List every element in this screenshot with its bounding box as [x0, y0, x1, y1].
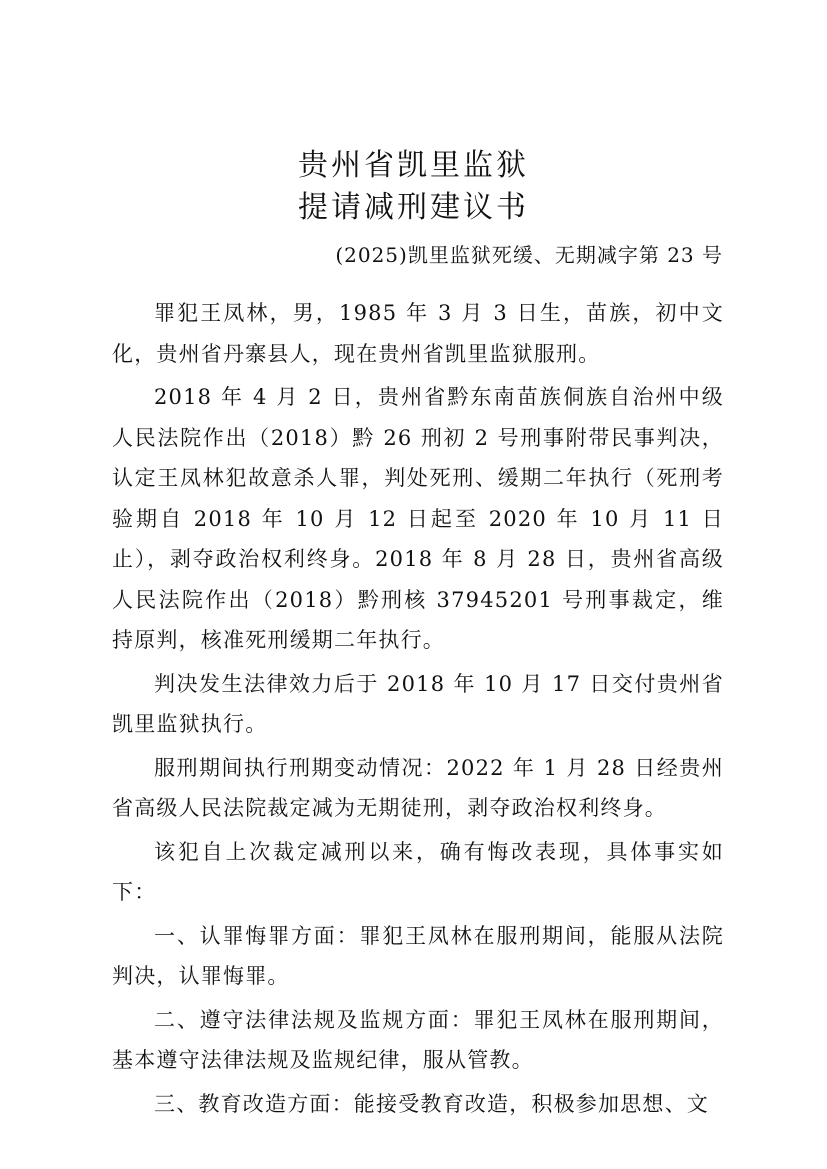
document-number: (2025)凯里监狱死缓、无期减字第 23 号 [335, 243, 723, 267]
paragraph-point-3: 三、教育改造方面：能接受教育改造，积极参加思想、文 [154, 1091, 709, 1116]
paragraph-defendant-info: 罪犯王凤林，男，1985 年 3 月 3 日生，苗族，初中文化，贵州省丹寨县人，现在贵州省凯里监狱服刑。 [112, 301, 724, 366]
paragraph-point-1: 一、认罪悔罪方面：罪犯王凤林在服刑期间，能服从法院判决，认罪悔罪。 [112, 923, 724, 988]
document-title-line1: 贵州省凯里监狱 [298, 148, 529, 183]
paragraph-original-judgment: 2018 年 4 月 2 日，贵州省黔东南苗族侗族自治州中级人民法院作出（2018）黔 26 刑初 2 号刑事附带民事判决，认定王凤林犯故意杀人罪，判处死刑、缓期二年执行（死刑考验期自 2018 年 10 月 12 日起至 2020 年 10 月 11 日止），剥夺政治权利终身。2018 年 8 月 28 日，贵州省高级人民法院作出（2018）黔刑核 37945201 号刑事裁定，维持原判，核准死刑缓期二年执行。 [112, 385, 724, 652]
paragraph-repentance-intro: 该犯自上次裁定减刑以来，确有悔改表现，具体事实如下： [112, 839, 724, 904]
paragraph-point-2: 二、遵守法律法规及监规方面：罪犯王凤林在服刑期间，基本遵守法律法规及监规纪律，服从管教。 [112, 1007, 724, 1072]
document-body [112, 293, 724, 1127]
document-title-line2: 提请减刑建议书 [298, 190, 529, 225]
paragraph-delivery: 判决发生法律效力后于 2018 年 10 月 17 日交付贵州省凯里监狱执行。 [112, 671, 724, 736]
paragraph-sentence-changes: 服刑期间执行刑期变动情况：2022 年 1 月 28 日经贵州省高级人民法院裁定减为无期徒刑，剥夺政治权利终身。 [112, 755, 724, 820]
